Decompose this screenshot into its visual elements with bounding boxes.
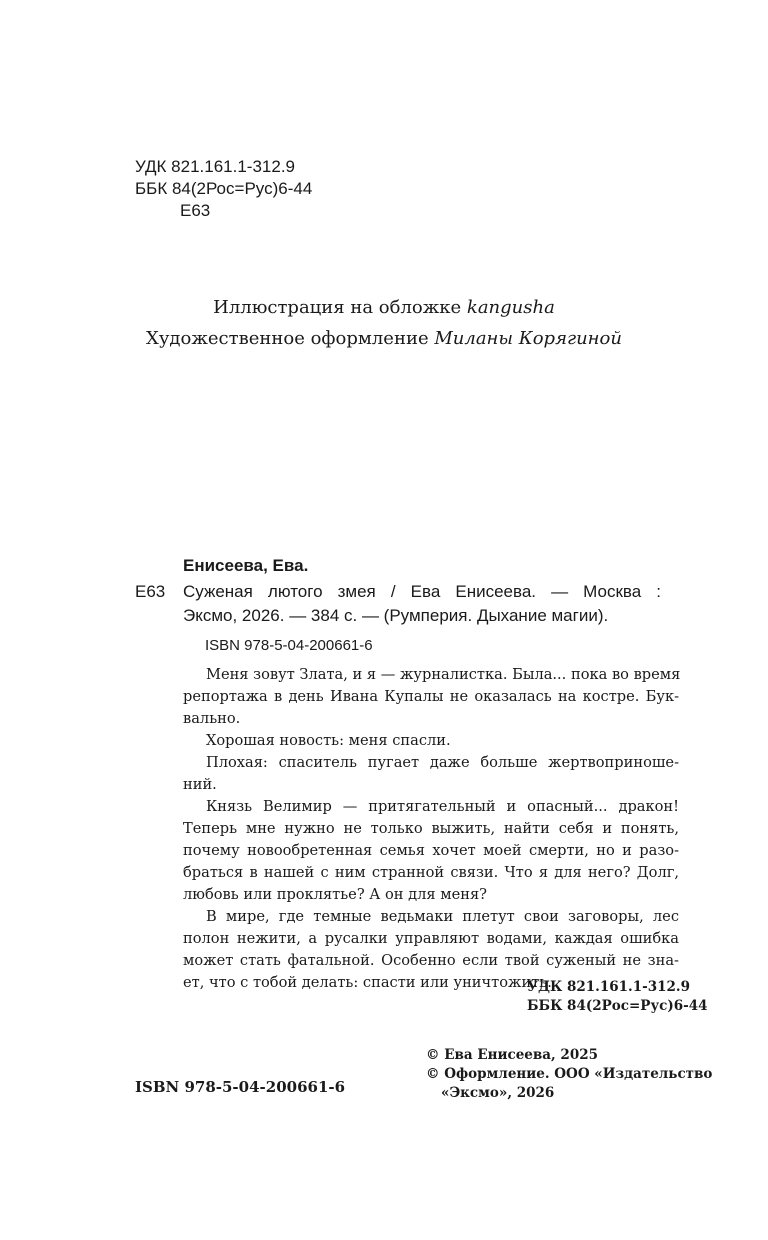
designer-name: Миланы Корягиной <box>434 328 622 349</box>
udk-code: УДК 821.161.1-312.9 <box>527 979 690 995</box>
annotation-line: полон нежити, а русалки управляют водами, каждая ошибка <box>183 930 679 947</box>
catalog-codes-top <box>135 156 312 222</box>
annotation-line: вально. <box>183 710 241 727</box>
annotation-line: Князь Велимир — притягательный и опасный... дракон! <box>206 798 679 815</box>
illustration-credit <box>0 292 768 323</box>
bbk-code: ББК 84(2Рос=Рус)6-44 <box>527 998 708 1014</box>
bibliographic-record <box>183 580 661 628</box>
annotation-line: Хорошая новость: меня спасли. <box>206 732 451 749</box>
isbn-footer: ISBN 978-5-04-200661-6 <box>135 1078 346 1096</box>
annotation-line: Плохая: спаситель пугает даже больше жертвоприноше- <box>206 754 679 771</box>
isbn-record: ISBN 978-5-04-200661-6 <box>205 637 373 654</box>
bibliographic-line: Суженая лютого змея / Ева Енисеева. — Москва : <box>183 582 661 601</box>
udk-code: УДК 821.161.1-312.9 <box>135 157 296 176</box>
bibliographic-code: Е63 <box>135 582 166 601</box>
credits <box>0 292 768 354</box>
annotation-line: любовь или проклятье? А он для меня? <box>183 886 487 903</box>
annotation-line: ний. <box>183 776 217 793</box>
bbk-code: ББК 84(2Рос=Рус)6-44 <box>135 179 313 198</box>
annotation-line: почему новообретенная семья хочет моей смерти, но и разо- <box>183 842 679 859</box>
design-credit <box>0 323 768 354</box>
annotation-line: Меня зовут Злата, и я — журналистка. Была... пока во время <box>206 666 681 683</box>
annotation-line: Теперь мне нужно не только выжить, найти себя и понять, <box>183 820 679 837</box>
illustration-label: Иллюстрация на обложке <box>213 297 467 318</box>
bibliographic-author: Енисеева, Ева. <box>183 556 309 575</box>
annotation-line: может стать фатальной. Особенно если твой суженый не зна- <box>183 952 679 969</box>
illustrator-name: kangusha <box>466 297 555 318</box>
author-mark: Е63 <box>180 201 211 220</box>
annotation-line: репортажа в день Ивана Купалы не оказалась на костре. Бук- <box>183 688 679 705</box>
catalog-codes-bottom <box>527 978 708 1016</box>
annotation-line: браться в нашей с ним странной связи. Что я для него? Долг, <box>183 864 679 881</box>
design-label: Художественное оформление <box>146 328 435 349</box>
annotation-line: ет, что с тобой делать: спасти или уничтожить. <box>183 974 552 991</box>
copyright-block <box>426 1046 712 1103</box>
copyright-author: © Ева Енисеева, 2025 <box>426 1047 598 1063</box>
copyright-design-cont: «Эксмо», 2026 <box>441 1085 555 1101</box>
annotation-line: В мире, где темные ведьмаки плетут свои заговоры, лес <box>206 908 679 925</box>
bibliographic-line: Эксмо, 2026. — 384 с. — (Румперия. Дыхание магии). <box>183 606 609 625</box>
annotation <box>183 664 679 994</box>
copyright-design: © Оформление. ООО «Издательство <box>426 1066 713 1082</box>
